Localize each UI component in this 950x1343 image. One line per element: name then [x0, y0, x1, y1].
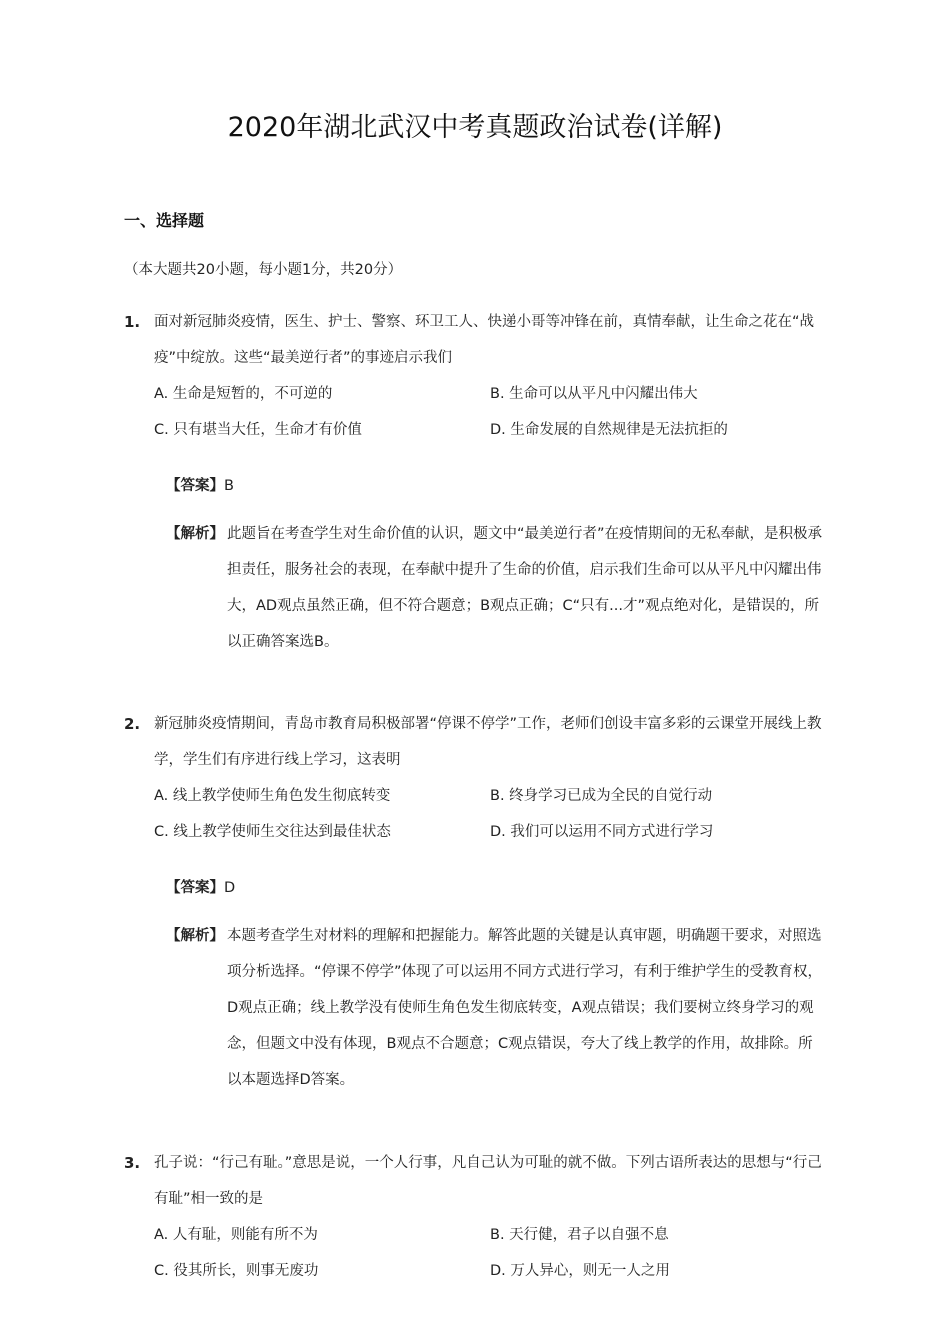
option-d: D. 我们可以运用不同方式进行学习 — [490, 824, 714, 840]
option-d: D. 万人异心，则无一人之用 — [490, 1263, 670, 1279]
explanation-block — [166, 516, 824, 660]
explanation-block — [166, 918, 824, 1098]
option-a: A. 生命是短暂的，不可逆的 — [154, 386, 333, 402]
answer-tag: 【答案】 — [166, 478, 224, 494]
explanation-tag: 【解析】 — [166, 928, 224, 944]
answer-value: B — [224, 478, 234, 494]
question-number: 1. — [124, 313, 141, 331]
question-stem: 孔子说：“行己有耻。”意思是说，一个人行事，凡自己认为可耻的就不做。下列古语所表达的思想与“行己有耻”相一致的是 — [154, 1155, 822, 1207]
option-d: D. 生命发展的自然规律是无法抗拒的 — [490, 422, 728, 438]
answer-block — [166, 870, 824, 906]
option-c: C. 只有堪当大任，生命才有价值 — [154, 422, 362, 438]
explanation-tag: 【解析】 — [166, 526, 224, 542]
option-b: B. 生命可以从平凡中闪耀出伟大 — [490, 386, 698, 402]
option-list — [154, 376, 824, 448]
question-3 — [124, 1145, 824, 1289]
question-1 — [124, 304, 824, 660]
option-b: B. 天行健，君子以自强不息 — [490, 1227, 669, 1243]
section-heading: 一、选择题 — [124, 211, 205, 230]
explanation-text: 本题考查学生对材料的理解和把握能力。解答此题的关键是认真审题，明确题干要求，对照选项分析选择。“停课不停学”体现了可以运用不同方式进行学习，有利于维护学生的受教育权，D观点正确；线上教学没有使师生角色发生彻底转变，A观点错误；我们要树立终身学习的观念，但题文中没有体现，B观点不合题意；C观点错误，夸大了线上教学的作用，故排除。所以本题选择D答案。 — [227, 928, 823, 1088]
section-intro: （本大题共20小题，每小题1分，共20分） — [124, 262, 403, 278]
option-list — [154, 1217, 824, 1289]
question-stem: 面对新冠肺炎疫情，医生、护士、警察、环卫工人、快递小哥等冲锋在前，真情奉献，让生命之花在“战疫”中绽放。这些“最美逆行者”的事迹启示我们 — [154, 314, 815, 366]
question-stem: 新冠肺炎疫情期间，青岛市教育局积极部署“停课不停学”工作，老师们创设丰富多彩的云课堂开展线上教学，学生们有序进行线上学习，这表明 — [154, 716, 822, 768]
answer-tag: 【答案】 — [166, 880, 224, 896]
page-title: 2020年湖北武汉中考真题政治试卷(详解) — [227, 112, 723, 143]
answer-block — [166, 468, 824, 504]
question-number: 3. — [124, 1154, 141, 1172]
question-2 — [124, 706, 824, 1098]
option-a: A. 人有耻，则能有所不为 — [154, 1227, 318, 1243]
option-b: B. 终身学习已成为全民的自觉行动 — [490, 788, 713, 804]
option-c: C. 役其所长，则事无废功 — [154, 1263, 319, 1279]
explanation-text: 此题旨在考查学生对生命价值的认识，题文中“最美逆行者”在疫情期间的无私奉献，是积极承担责任，服务社会的表现，在奉献中提升了生命的价值，启示我们生命可以从平凡中闪耀出伟大，AD观点虽然正确，但不符合题意；B观点正确；C“只有...才”观点绝对化，是错误的，所以正确答案选B。 — [227, 526, 823, 650]
option-a: A. 线上教学使师生角色发生彻底转变 — [154, 788, 391, 804]
answer-value: D — [224, 880, 236, 896]
question-number: 2. — [124, 715, 141, 733]
option-list — [154, 778, 824, 850]
option-c: C. 线上教学使师生交往达到最佳状态 — [154, 824, 391, 840]
